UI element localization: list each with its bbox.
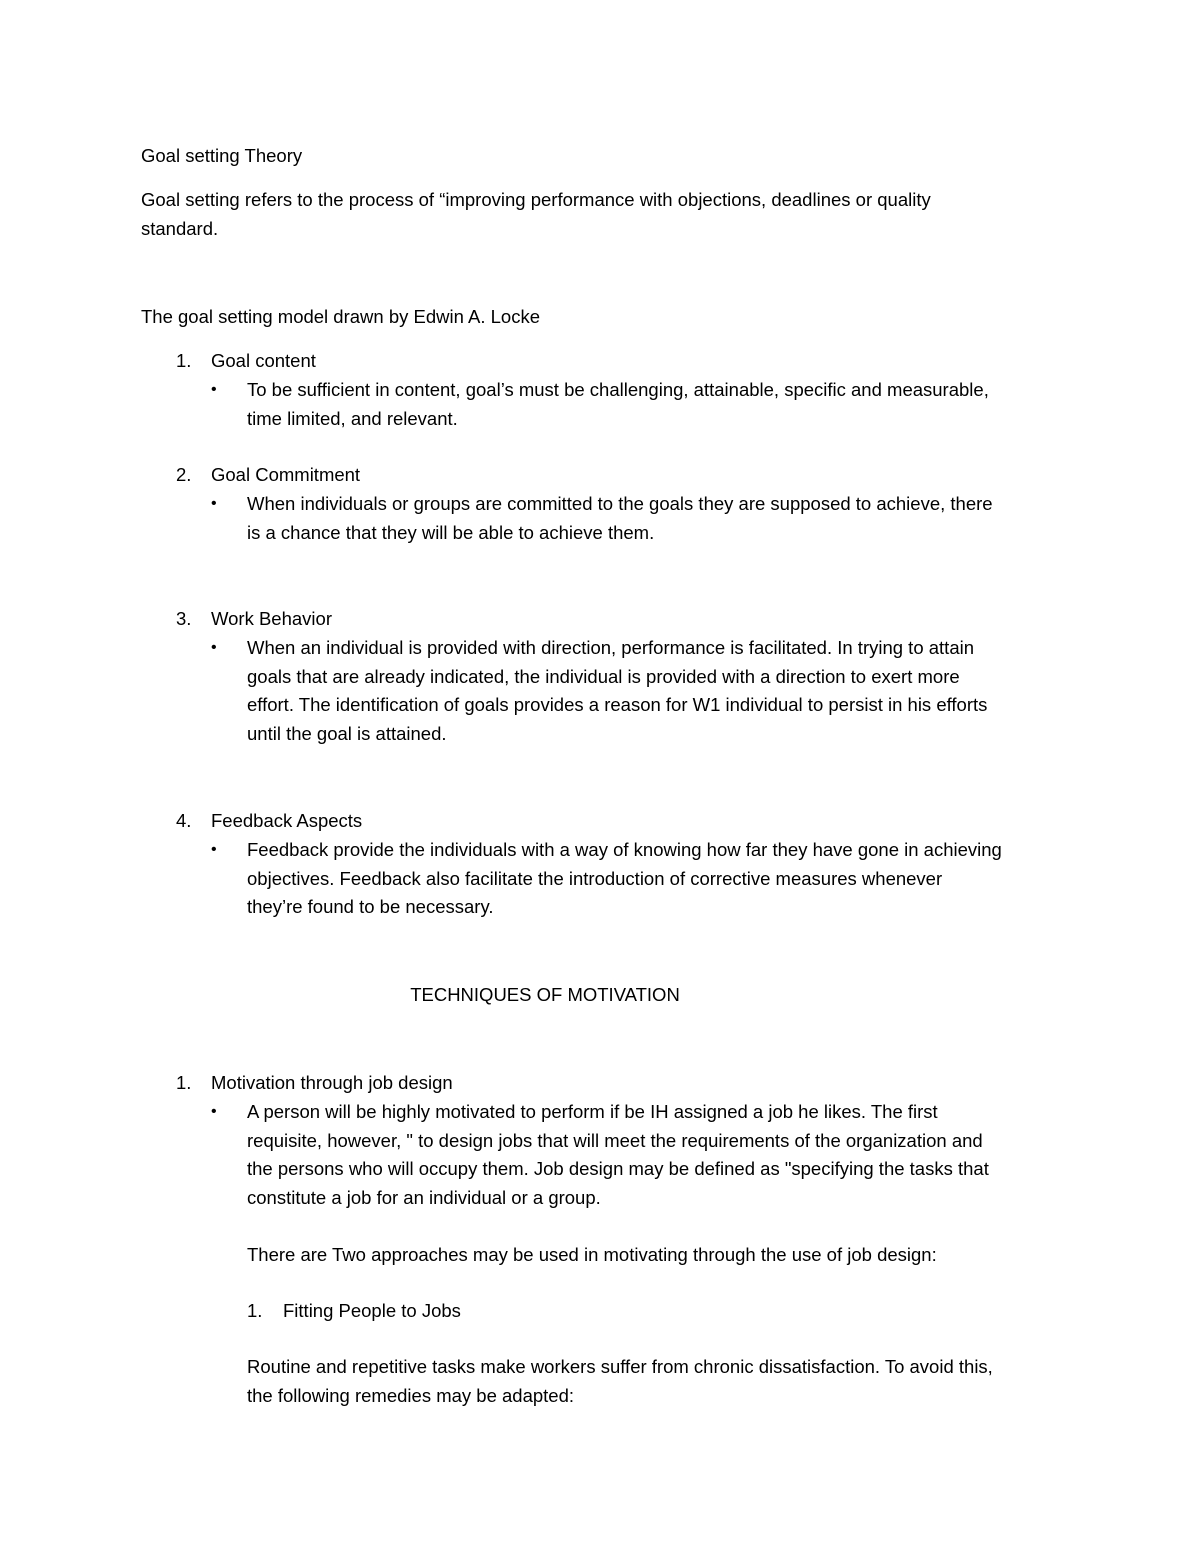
routine-line: Routine and repetitive tasks make workers suffer from chronic dissatisfaction. To avoid this, <box>247 1356 993 1377</box>
list-heading-feedback-aspects: Feedback Aspects <box>211 810 363 831</box>
bullet-text <box>247 1098 989 1213</box>
intro-paragraph <box>141 186 931 243</box>
approaches-text: There are Two approaches may be used in motivating through the use of job design: <box>247 1244 937 1265</box>
bullet-line: When individuals or groups are committed to the goals they are supposed to achieve, there <box>247 493 993 514</box>
techniques-heading: TECHNIQUES OF MOTIVATION <box>410 984 680 1005</box>
list-heading-job-design: Motivation through job design <box>211 1072 453 1093</box>
bullet-line: they’re found to be necessary. <box>247 896 494 918</box>
bullet-line: until the goal is attained. <box>247 723 447 745</box>
bullet-line: objectives. Feedback also facilitate the introduction of corrective measures whenever <box>247 867 943 889</box>
model-heading: The goal setting model drawn by Edwin A. Locke <box>141 306 541 327</box>
routine-line: the following remedies may be adapted: <box>247 1384 575 1406</box>
intro-line: standard. <box>141 217 219 239</box>
list-heading-goal-commitment: Goal Commitment <box>211 464 361 485</box>
bullet-icon: • <box>211 639 217 656</box>
list-number: 1. <box>176 350 192 371</box>
bullet-line: A person will be highly motivated to perform if be IH assigned a job he likes. The first <box>247 1101 938 1122</box>
sub-list-number: 1. <box>247 1300 263 1321</box>
list-number: 1. <box>176 1072 192 1093</box>
bullet-line: goals that are already indicated, the individual is provided with a direction to exert more <box>247 665 960 687</box>
list-heading-goal-content: Goal content <box>211 350 316 371</box>
bullet-text <box>247 376 989 433</box>
bullet-icon: • <box>211 381 217 398</box>
bullet-line: effort. The identification of goals provides a reason for W1 individual to persist in his efforts <box>247 694 988 716</box>
bullet-line: is a chance that they will be able to achieve them. <box>247 521 655 543</box>
list-number: 4. <box>176 810 192 831</box>
bullet-text <box>247 836 1002 922</box>
bullet-line: Feedback provide the individuals with a way of knowing how far they have gone in achieving <box>247 839 1002 860</box>
bullet-line: When an individual is provided with direction, performance is facilitated. In trying to attain <box>247 637 975 658</box>
bullet-icon: • <box>211 495 217 512</box>
bullet-text <box>247 634 987 749</box>
list-number: 2. <box>176 464 192 485</box>
bullet-line: time limited, and relevant. <box>247 407 458 429</box>
intro-line: Goal setting refers to the process of “improving performance with objections, deadlines or quality <box>141 189 931 210</box>
list-number: 3. <box>176 608 192 629</box>
bullet-icon: • <box>211 1103 217 1120</box>
bullet-line: the persons who will occupy them. Job design may be defined as "specifying the tasks that <box>247 1158 989 1180</box>
bullet-line: requisite, however, " to design jobs that will meet the requirements of the organization and <box>247 1129 983 1151</box>
list-heading-work-behavior: Work Behavior <box>211 608 332 629</box>
sub-list-heading-fitting-people: Fitting People to Jobs <box>283 1300 461 1321</box>
document-title: Goal setting Theory <box>141 145 303 166</box>
bullet-line: To be sufficient in content, goal’s must be challenging, attainable, specific and measurable, <box>247 379 989 400</box>
routine-paragraph <box>247 1353 993 1410</box>
bullet-text <box>247 490 993 547</box>
bullet-icon: • <box>211 841 217 858</box>
bullet-line: constitute a job for an individual or a group. <box>247 1187 601 1209</box>
